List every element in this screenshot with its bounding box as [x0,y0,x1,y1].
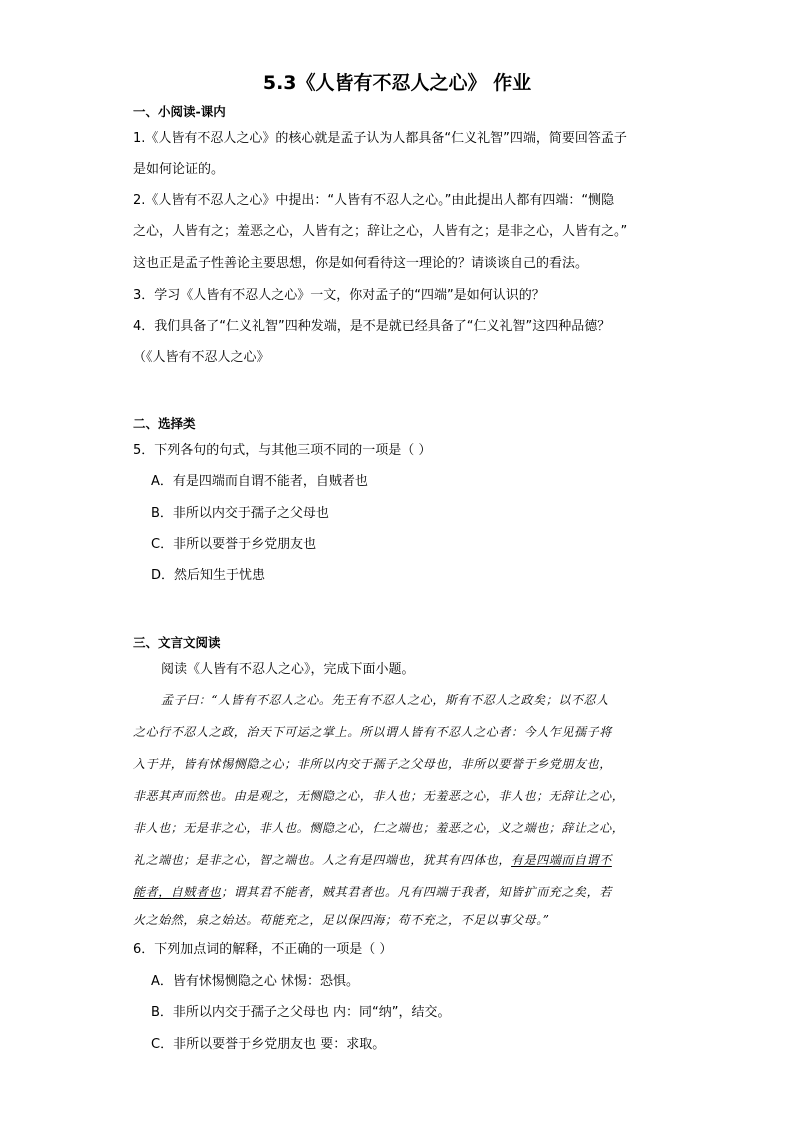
passage-intro: 阅读《人皆有不忍人之心》，完成下面小题。 [161,662,415,677]
passage-line-6 [133,852,612,868]
q6-option-b: B．非所以内交于孺子之父母也 内：同“纳”，结交。 [151,1005,451,1020]
passage-line-7 [133,884,612,900]
section-heading-classical: 三、文言文阅读 [133,635,221,650]
question-2-line-2: 之心，人皆有之；羞恶之心，人皆有之；辞让之心，人皆有之；是非之心，人皆有之。” [133,224,628,239]
page-title: 5.3《人皆有不忍人之心》 作业 [262,72,532,94]
option-c: C．非所以要誉于乡党朋友也 [151,537,317,552]
question-5: 5．下列各句的句式，与其他三项不同的一项是（ ） [133,443,432,458]
question-1-line-2: 是如何论证的。 [133,162,225,177]
question-source: （《人皆有不忍人之心》 [133,350,270,365]
passage-line-3: 入于井，皆有怵惕恻隐之心；非所以内交于孺子之父母也，非所以要誉于乡党朋友也， [133,757,612,771]
q6-option-a: A．皆有怵惕恻隐之心 怵惕：恐惧。 [151,974,360,989]
passage-line-6-text: 礼之端也；是非之心，智之端也。人之有是四端也，犹其有四体也， [133,853,512,867]
question-4: 4．我们具备了“仁义礼智”四种发端，是不是就已经具备了“仁义礼智”这四种品德？ [133,319,611,334]
question-3: 3．学习《人皆有不忍人之心》一文，你对孟子的“四端”是如何认识的？ [133,288,545,303]
section-heading-choice: 二、选择类 [133,416,196,431]
underlined-sentence-part-2: 能者，自贼者也 [133,885,222,899]
passage-line-1: 孟子曰：“人皆有不忍人之心。先王有不忍人之心，斯有不忍人之政矣；以不忍人 [161,693,609,707]
passage-line-7-text: ；谓其君不能者，贼其君者也。凡有四端于我者，知皆扩而充之矣，若 [221,885,612,899]
q6-option-c: C．非所以要誉于乡党朋友也 要：求取。 [151,1037,386,1052]
passage-line-4: 非恶其声而然也。由是观之，无恻隐之心，非人也；无羞恶之心，非人也；无辞让之心， [133,789,625,803]
passage-line-5: 非人也；无是非之心，非人也。恻隐之心，仁之端也；羞恶之心，义之端也；辞让之心， [133,821,625,835]
underlined-sentence-part-1: 有是四端而自谓不 [511,853,612,867]
passage-line-8: 火之始然，泉之始达。苟能充之，足以保四海；苟不充之，不足以事父母。” [133,913,550,927]
question-2-line-1: 2.《人皆有不忍人之心》中提出：“人皆有不忍人之心。”由此提出人都有四端：“恻隐 [133,193,615,208]
section-heading-reading: 一、小阅读-课内 [133,104,226,119]
passage-line-2: 之心行不忍人之政，治天下可运之掌上。所以谓人皆有不忍人之心者：今人乍见孺子将 [133,725,612,739]
question-6: 6．下列加点词的解释，不正确的一项是（ ） [133,942,393,957]
question-1-line-1: 1.《人皆有不忍人之心》的核心就是孟子认为人都具备“仁义礼智”四端，简要回答孟子 [133,131,627,146]
option-b: B．非所以内交于孺子之父母也 [151,506,329,521]
option-a: A．有是四端而自谓不能者，自贼者也 [151,474,368,489]
question-2-line-3: 这也正是孟子性善论主要思想，你是如何看待这一理论的？请谈谈自己的看法。 [133,256,589,271]
option-d: D．然后知生于忧患 [151,568,266,583]
